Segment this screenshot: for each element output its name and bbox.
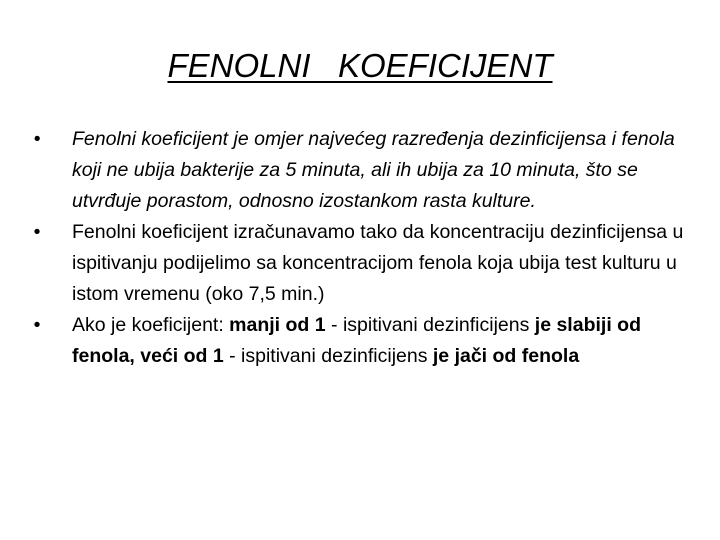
bullet-text-emphasis: je slabiji od fenola, veći od 1 bbox=[72, 314, 641, 367]
bullet-item-interpretation bbox=[30, 310, 700, 372]
bullet-icon: • bbox=[33, 314, 41, 336]
bullet-item-calculation bbox=[30, 217, 700, 310]
bullet-text-part: - ispitivani dezinficijens bbox=[223, 345, 433, 367]
bullet-text-part: - ispitivani dezinficijens bbox=[325, 314, 535, 336]
bullet-list bbox=[30, 124, 700, 372]
bullet-text: Fenolni koeficijent izračunavamo tako da koncentraciju dezinficijensa u ispitivanju podijelimo sa koncentracijom fenola koja ubija test kulturu u istom vremenu (oko 7,5 min.) bbox=[72, 221, 684, 305]
bullet-text-emphasis: manji od 1 bbox=[229, 314, 326, 336]
bullet-icon: • bbox=[33, 221, 41, 243]
bullet-text-part: Ako je koeficijent: bbox=[72, 314, 230, 336]
bullet-text-emphasis: je jači od fenola bbox=[432, 345, 580, 367]
bullet-text: Fenolni koeficijent je omjer najvećeg razređenja dezinficijensa i fenola koji ne ubija bakterije za 5 minuta, ali ih ubija za 10 minuta, što se utvrđuje porastom, odnosno izostankom rasta kulture. bbox=[72, 128, 675, 212]
slide-title: FENOLNI KOEFICIJENT bbox=[167, 47, 553, 84]
bullet-item-definition bbox=[30, 124, 700, 217]
bullet-icon: • bbox=[33, 128, 41, 150]
